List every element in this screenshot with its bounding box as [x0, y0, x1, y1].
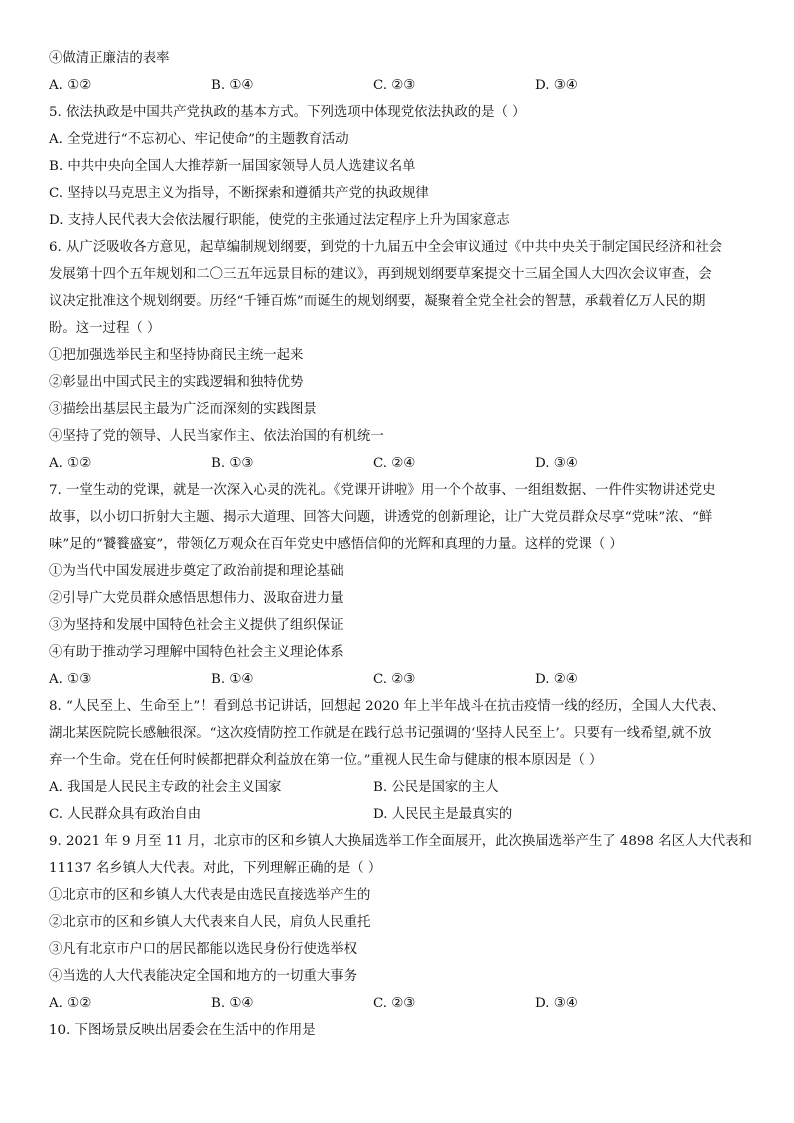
q6-statement-4: ④坚持了党的领导、人民当家作主、依法治国的有机统一: [49, 429, 384, 444]
q9-option-c: C. ②③: [373, 996, 416, 1011]
q7-statement-2: ②引导广大党员群众感悟思想伟力、汲取奋进力量: [49, 591, 344, 606]
q9-statement-2: ②北京市的区和乡镇人大代表来自人民，肩负人民重托: [49, 915, 371, 930]
q6-statement-2: ②彰显出中国式民主的实践逻辑和独特优势: [49, 375, 304, 390]
q6-option-d: D. ③④: [535, 456, 578, 471]
q8-stem-line-2: 湖北某医院院长感触很深。“这次疫情防控工作就是在践行总书记强调的‘坚持人民至上’。只要有一线希望,就不放: [49, 726, 712, 741]
q9-option-a: A. ①②: [49, 996, 92, 1011]
q4-statement-4: ④做清正廉洁的表率: [49, 51, 170, 66]
q8-options-row-1: [49, 774, 757, 801]
q7-option-b: B. ①④: [211, 672, 254, 687]
q9-option-b: B. ①④: [211, 996, 254, 1011]
q8-option-c: C. 人民群众具有政治自由: [49, 807, 202, 822]
q7-option-d: D. ②④: [535, 672, 578, 687]
q7-option-a: A. ①③: [49, 672, 92, 687]
q7-option-c: C. ②③: [373, 672, 416, 687]
q7-statement-4: ④有助于推动学习理解中国特色社会主义理论体系: [49, 645, 344, 660]
q9-stem-line-1: 9. 2021 年 9 月至 11 月，北京市的区和乡镇人大换届选举工作全面展开，此次换届选举产生了 4898 名区人大代表和: [49, 834, 752, 849]
q7-options: [49, 666, 757, 693]
q8-options-row-2: [49, 801, 757, 828]
q8-option-d: D. 人民民主是最真实的: [373, 807, 513, 822]
q7-stem-line-1: 7. 一堂生动的党课，就是一次深入心灵的洗礼。《党课开讲啦》用一个个故事、一组组数据、一件件实物讲述党史: [49, 483, 716, 498]
q10-stem: 10. 下图场景反映出居委会在生活中的作用是: [49, 1023, 316, 1038]
q6-option-b: B. ①③: [211, 456, 254, 471]
q4-option-b: B. ①④: [211, 78, 254, 93]
exam-page: [49, 45, 757, 1044]
q8-option-a: A. 我国是人民民主专政的社会主义国家: [49, 780, 282, 795]
q5-stem: 5. 依法执政是中国共产党执政的基本方式。下列选项中体现党依法执政的是（ ）: [49, 105, 526, 120]
q9-option-d: D. ③④: [535, 996, 578, 1011]
q4-options: [49, 72, 757, 99]
q8-stem-line-1: 8. “人民至上、生命至上”！看到总书记讲话，回想起 2020 年上半年战斗在抗击疫情一线的经历，全国人大代表、: [49, 699, 725, 714]
q4-option-c: C. ②③: [373, 78, 416, 93]
q5-option-b: B. 中共中央向全国人大推荐新一届国家领导人员人选建议名单: [49, 159, 416, 174]
q9-statement-3: ③凡有北京市户口的居民都能以选民身份行使选举权: [49, 942, 357, 957]
q9-options: [49, 990, 757, 1017]
q6-stem-line-1: 6. 从广泛吸收各方意见，起草编制规划纲要，到党的十九届五中全会审议通过《中共中央关于制定国民经济和社会: [49, 240, 723, 255]
q8-option-b: B. 公民是国家的主人: [373, 780, 499, 795]
q6-statement-1: ①把加强选举民主和坚持协商民主统一起来: [49, 348, 304, 363]
q6-stem-line-3: 议决定批准这个规划纲要。历经“千锤百炼”而诞生的规划纲要，凝聚着全党全社会的智慧，承载着亿万人民的期: [49, 294, 706, 309]
q8-stem-line-3: 弃一个生命。党在任何时候都把群众利益放在第一位。”重视人民生命与健康的根本原因是（ ）: [49, 753, 603, 768]
q7-stem-line-2: 故事，以小切口折射大主题、揭示大道理、回答大问题，讲透党的创新理论，让广大党员群众尽享“党味”浓、“鲜: [49, 510, 713, 525]
q6-option-a: A. ①②: [49, 456, 92, 471]
q6-statement-3: ③描绘出基层民主最为广泛而深刻的实践图景: [49, 402, 317, 417]
q9-statement-4: ④当选的人大代表能决定全国和地方的一切重大事务: [49, 969, 357, 984]
q7-statement-3: ③为坚持和发展中国特色社会主义提供了组织保证: [49, 618, 344, 633]
q4-option-d: D. ③④: [535, 78, 578, 93]
q6-option-c: C. ②④: [373, 456, 416, 471]
q7-stem-line-3: 味”足的“饕餮盛宴”，带领亿万观众在百年党史中感悟信仰的光辉和真理的力量。这样的党课（ ）: [49, 537, 623, 552]
q5-option-c: C. 坚持以马克思主义为指导，不断探索和遵循共产党的执政规律: [49, 186, 429, 201]
q4-option-a: A. ①②: [49, 78, 92, 93]
q6-options: [49, 450, 757, 477]
q5-option-a: A. 全党进行“不忘初心、牢记使命”的主题教育活动: [49, 132, 349, 147]
q9-stem-line-2: 11137 名乡镇人大代表。对此，下列理解正确的是（ ）: [49, 861, 382, 876]
q5-option-d: D. 支持人民代表大会依法履行职能，使党的主张通过法定程序上升为国家意志: [49, 213, 510, 228]
q9-statement-1: ①北京市的区和乡镇人大代表是由选民直接选举产生的: [49, 888, 371, 903]
q6-stem-line-4: 盼。这一过程（ ）: [49, 321, 161, 336]
q7-statement-1: ①为当代中国发展进步奠定了政治前提和理论基础: [49, 564, 344, 579]
q6-stem-line-2: 发展第十四个五年规划和二〇三五年远景目标的建议》，再到规划纲要草案提交十三届全国人大四次会议审查，会: [49, 267, 712, 282]
